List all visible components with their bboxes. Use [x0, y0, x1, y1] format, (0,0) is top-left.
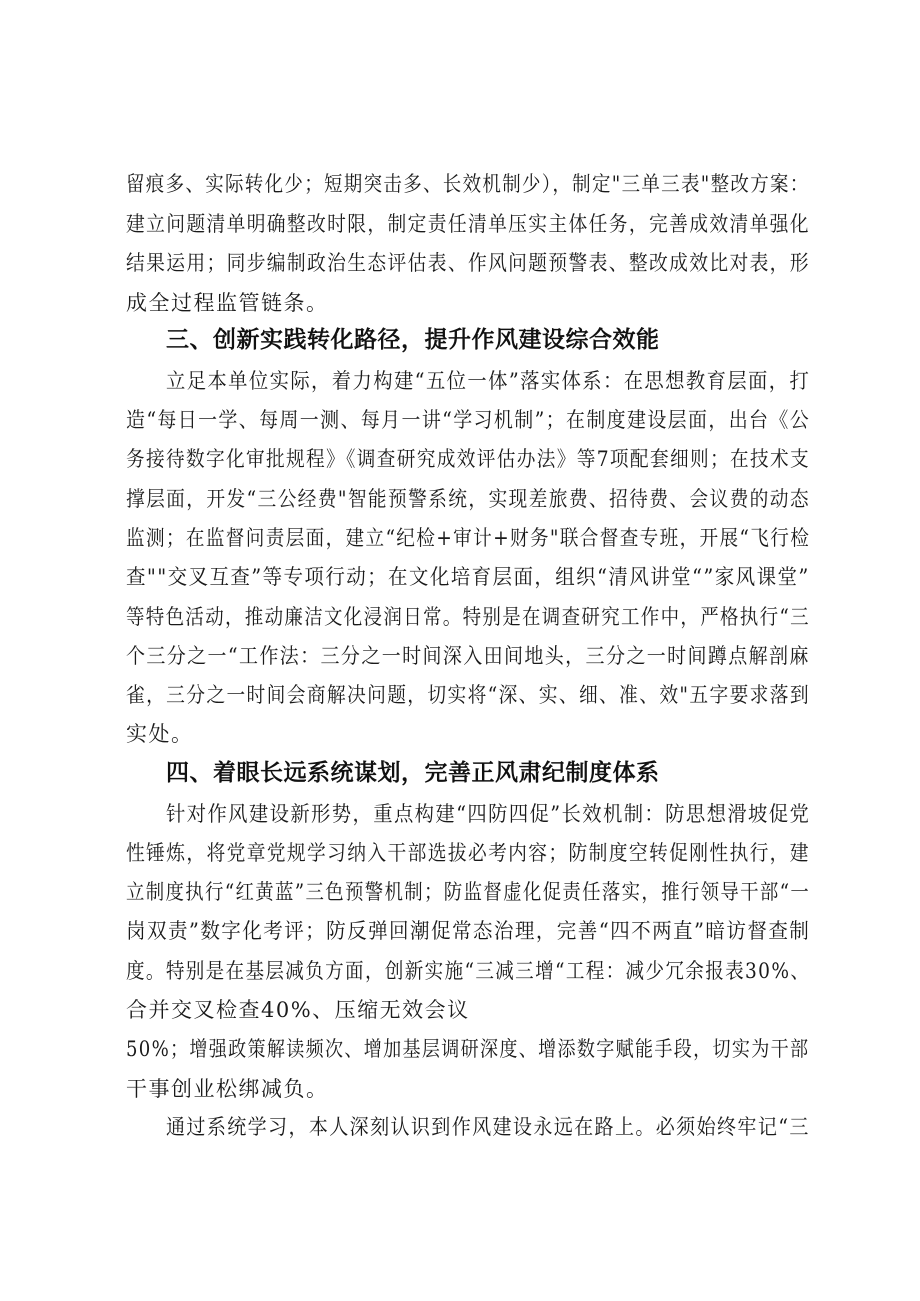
section-heading-4: 四、着眼长远系统谋划，完善正风肃纪制度体系 — [166, 760, 660, 786]
text-line: 岗双责”数字化考评；防反弹回潮促常态治理，完善“四不两直”暗访督查制 — [126, 919, 811, 943]
text-line: 针对作风建设新形势，重点构建“四防四促”长效机制：防思想滑坡促党 — [166, 802, 811, 826]
text-line: 实处。 — [126, 722, 194, 746]
text-line: 性锤炼，将党章党规学习纳入干部选拔必考内容；防制度空转促刚性执行，建 — [126, 841, 810, 865]
text-line: 建立问题清单明确整改时限，制定责任清单压实主体任务，完善成效清单强化 — [126, 212, 810, 236]
text-line: 雀，三分之一时间会商解决问题，切实将“深、实、细、准、效"五字要求落到 — [126, 683, 810, 707]
text-line: 合并交叉检查40%、压缩无效会议 — [126, 998, 470, 1022]
text-line: 成全过程监管链条。 — [126, 291, 329, 315]
text-line: 撑层面，开发“三公经费"智能预警系统，实现差旅费、招待费、会议费的动态 — [126, 487, 810, 511]
text-line: 度。特别是在基层减负方面，创新实施“三减三增“工程：减少冗余报表30%、 — [126, 959, 811, 983]
text-line: 查""交叉互查”等专项行动；在文化培育层面，组织“清风讲堂“”家风课堂” — [126, 565, 810, 589]
text-line: 50%；增强政策解读频次、增加基层调研深度、增添数字赋能手段，切实为干部 — [126, 1037, 810, 1061]
section-heading-3: 三、创新实践转化路径，提升作风建设综合效能 — [166, 327, 660, 353]
text-line: 留痕多、实际转化少；短期突击多、长效机制少），制定"三单三表"整改方案： — [126, 172, 810, 196]
text-line: 造“每日一学、每周一测、每月一讲“学习机制”；在制度建设层面，出台《公 — [126, 408, 811, 432]
text-line: 务接待数字化审批规程》《调查研究成效评估办法》等7项配套细则；在技术支 — [126, 447, 810, 471]
text-line: 监测；在监督问责层面，建立“纪检+审计+财务"联合督查专班，开展“飞行检 — [126, 526, 811, 550]
text-line: 个三分之一“工作法：三分之一时间深入田间地头，三分之一时间蹲点解剖麻 — [126, 644, 810, 668]
text-line: 立足本单位实际，着力构建“五位一体”落实体系：在思想教育层面，打 — [166, 369, 811, 393]
text-line: 通过系统学习，本人深刻认识到作风建设永远在路上。必须始终牢记“三 — [166, 1115, 810, 1139]
text-line: 等特色活动，推动廉洁文化浸润日常。特别是在调查研究工作中，严格执行“三 — [126, 605, 810, 629]
text-line: 结果运用；同步编制政治生态评估表、作风问题预警表、整改成效比对表，形 — [126, 251, 810, 275]
text-line: 立制度执行“红黄蓝”三色预警机制；防监督虚化促责任落实，推行领导干部“一 — [126, 880, 811, 904]
text-line: 干事创业松绑减负。 — [126, 1077, 329, 1101]
